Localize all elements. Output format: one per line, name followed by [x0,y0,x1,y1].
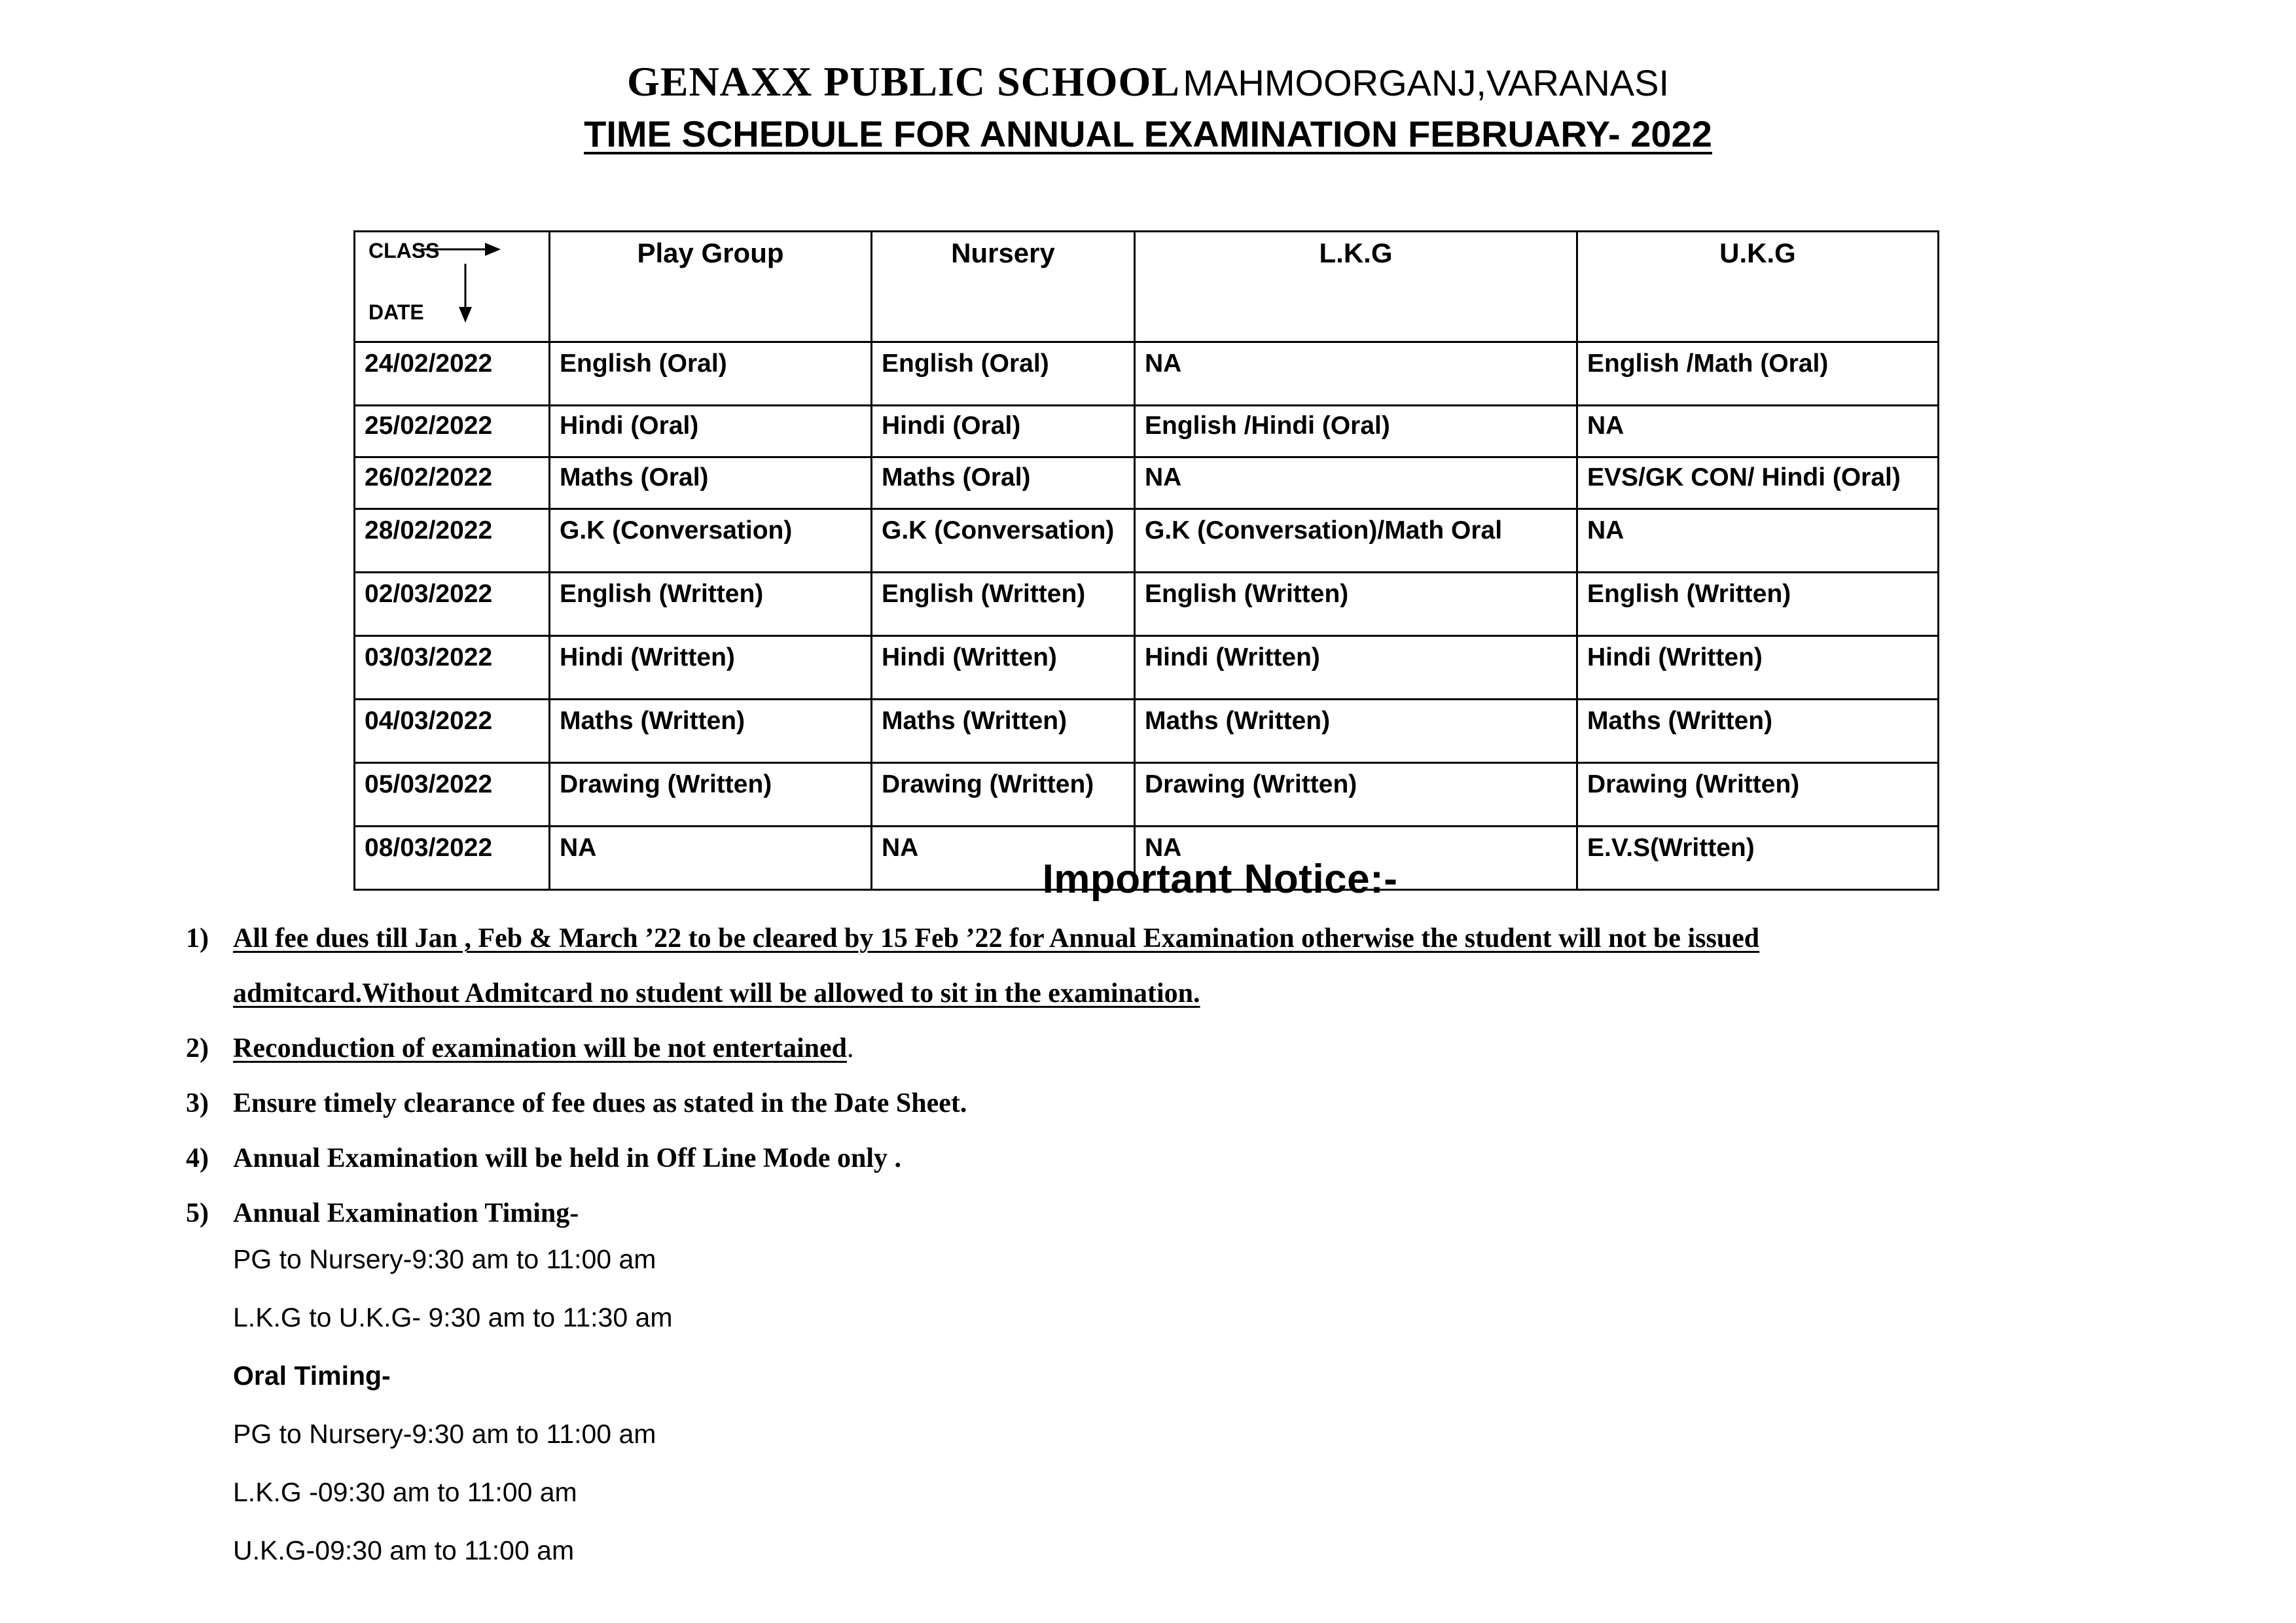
subject-cell: English (Written) [1577,573,1939,636]
exam-timing-line: L.K.G to U.K.G- 9:30 am to 11:30 am [233,1302,673,1332]
subject-cell: English (Oral) [550,342,872,406]
notice-number: 5) [186,1198,209,1228]
oral-timing-heading: Oral Timing- [233,1361,391,1391]
notice-number: 2) [186,1033,209,1063]
notice-number: 1) [186,923,209,954]
oral-timing-line: U.K.G-09:30 am to 11:00 am [233,1535,575,1565]
oral-timing-line: PG to Nursery-9:30 am to 11:00 am [233,1419,656,1449]
notice-text: Annual Examination will be held in Off Line Mode only . [233,1143,902,1173]
column-header-nursery: Nursery [872,232,1135,342]
corner-class-label: CLASS [368,239,440,262]
column-header-lkg: L.K.G [1135,232,1577,342]
subject-cell: NA [1135,457,1577,509]
subject-cell: Maths (Oral) [550,457,872,509]
subject-cell: NA [1135,342,1577,406]
corner-date-label: DATE [368,300,424,324]
schedule-title: TIME SCHEDULE FOR ANNUAL EXAMINATION FEBRUARY- 2022 [584,113,1712,154]
notice-text-line: All fee dues till Jan , Feb & March ’22 to be cleared by 15 Feb ’22 for Annual Examination otherwise the student will not be issued [233,923,1760,954]
subject-cell: Maths (Written) [872,700,1135,763]
exam-schedule-table [353,230,1939,891]
date-cell: 05/03/2022 [355,763,550,827]
subject-cell: EVS/GK CON/ Hindi (Oral) [1577,457,1939,509]
school-heading [0,58,2296,106]
subject-cell: English (Oral) [872,342,1135,406]
subject-cell: Drawing (Written) [1577,763,1939,827]
date-cell: 25/02/2022 [355,406,550,457]
notice-text-line: admitcard.Without Admitcard no student will be allowed to sit in the examination. [233,978,1200,1008]
subject-cell: G.K (Conversation)/Math Oral [1135,509,1577,573]
subject-cell: Drawing (Written) [550,763,872,827]
subject-cell: Maths (Written) [1577,700,1939,763]
table-row [355,406,1939,457]
class-date-corner-cell [355,232,550,342]
notice-text: Reconduction of examination will be not entertained [233,1033,847,1063]
subject-cell: Hindi (Oral) [550,406,872,457]
school-place: MAHMOORGANJ,VARANASI [1183,62,1670,103]
subject-cell: Drawing (Written) [872,763,1135,827]
subject-cell: Hindi (Written) [1577,636,1939,700]
notice-list [186,911,2149,1241]
date-cell: 03/03/2022 [355,636,550,700]
table-row [355,342,1939,406]
table-row [355,700,1939,763]
table-row [355,763,1939,827]
subject-cell: English /Hindi (Oral) [1135,406,1577,457]
subject-cell: English (Written) [1135,573,1577,636]
subject-cell: G.K (Conversation) [550,509,872,573]
subject-cell: Maths (Oral) [872,457,1135,509]
timing-block [233,1230,673,1580]
subject-cell: NA [872,827,1135,890]
notice-item [186,1131,2149,1186]
date-cell: 08/03/2022 [355,827,550,890]
subject-cell: Hindi (Written) [1135,636,1577,700]
subject-cell: Maths (Written) [1135,700,1577,763]
table-row [355,573,1939,636]
subject-cell: English /Math (Oral) [1577,342,1939,406]
column-header-ukg: U.K.G [1577,232,1939,342]
notice-item [186,1021,2149,1076]
subject-cell: NA [1577,406,1939,457]
subject-cell: English (Written) [872,573,1135,636]
subject-cell: Hindi (Written) [550,636,872,700]
subject-cell: NA [550,827,872,890]
subject-cell: Maths (Written) [550,700,872,763]
notice-item [186,911,2149,1021]
school-name: GENAXX PUBLIC SCHOOL [626,58,1180,105]
date-cell: 28/02/2022 [355,509,550,573]
notice-text: Ensure timely clearance of fee dues as stated in the Date Sheet. [233,1088,967,1118]
notice-text: Annual Examination Timing- [233,1198,579,1228]
subject-cell: Drawing (Written) [1135,763,1577,827]
subject-cell: Hindi (Oral) [872,406,1135,457]
table-row [355,509,1939,573]
notice-title: Important Notice:- [1042,857,1398,902]
subject-cell: NA [1577,509,1939,573]
notice-item [186,1076,2149,1131]
subject-cell: English (Written) [550,573,872,636]
notice-number: 4) [186,1143,209,1173]
subject-cell: E.V.S(Written) [1577,827,1939,890]
subject-cell: Hindi (Written) [872,636,1135,700]
date-cell: 26/02/2022 [355,457,550,509]
date-cell: 24/02/2022 [355,342,550,406]
column-header-play-group: Play Group [550,232,872,342]
exam-timing-line: PG to Nursery-9:30 am to 11:00 am [233,1244,656,1274]
oral-timing-line: L.K.G -09:30 am to 11:00 am [233,1477,577,1507]
subject-cell: G.K (Conversation) [872,509,1135,573]
date-cell: 02/03/2022 [355,573,550,636]
table-row [355,636,1939,700]
table-row [355,457,1939,509]
table-header-row [355,232,1939,342]
subject-cell: NA [1135,827,1577,890]
notice-number: 3) [186,1088,209,1118]
date-cell: 04/03/2022 [355,700,550,763]
notice-text-suffix: . [846,1033,854,1063]
